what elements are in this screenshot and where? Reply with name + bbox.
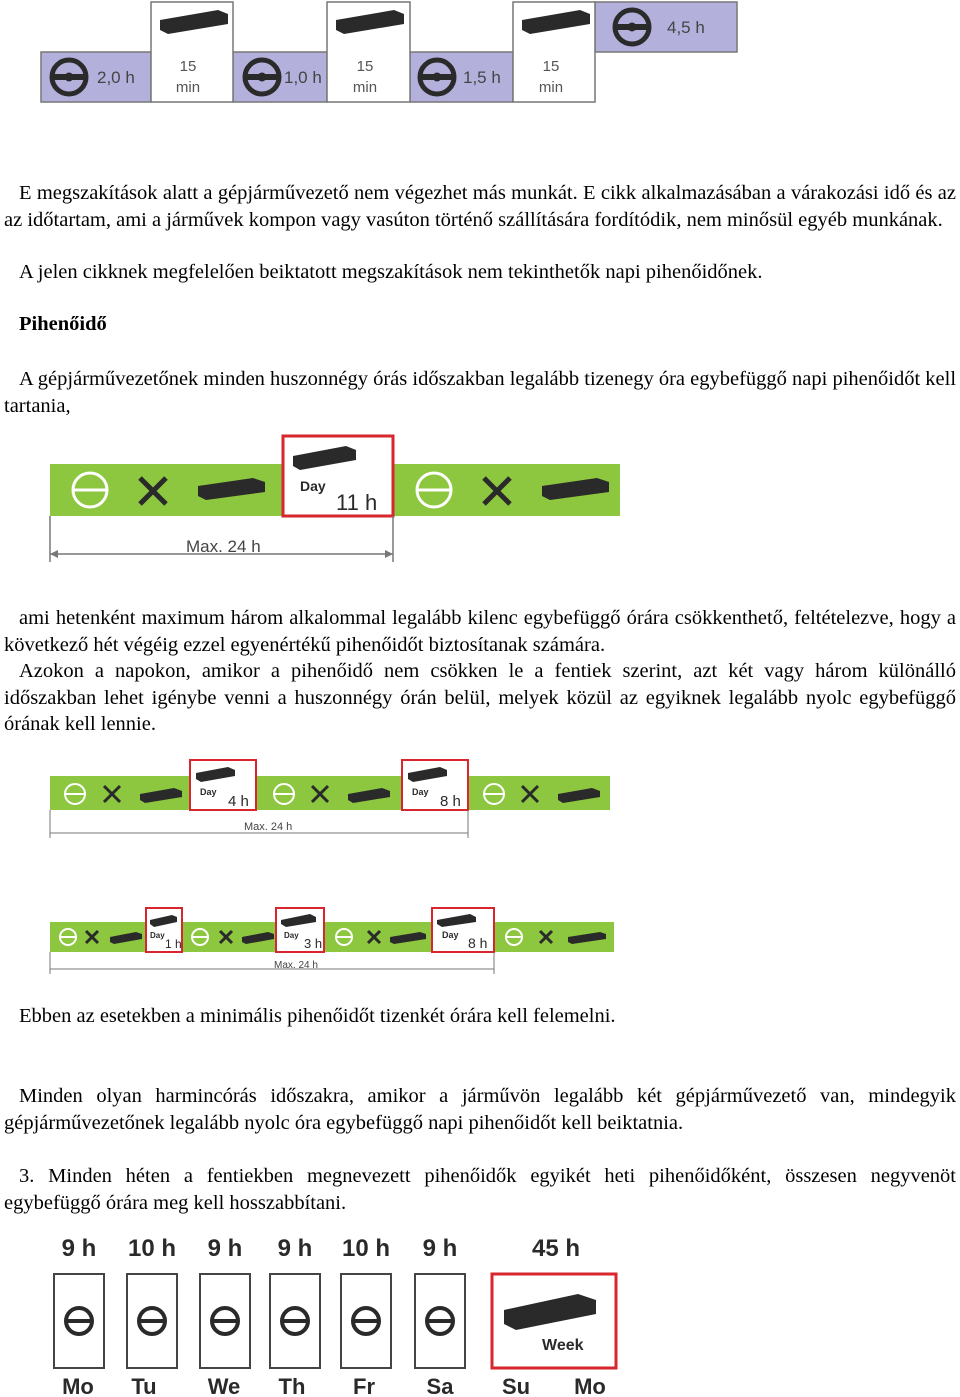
rest-duration: 1 h [165,937,182,951]
rest-duration: 3 h [304,936,323,951]
break-label: 15 [542,58,560,75]
rest-type-label: Day [300,478,326,494]
day-label: Th [278,1374,306,1397]
break-label: min [352,79,378,96]
paragraph: ami hetenként maximum három alkalommal legalább kilenc egybefüggő órára csökkenthető, feltételezve, hogy a következő hét végéig ezzel egyenértékű pihenőidőt biztosítanak számára. [4,607,956,656]
day-label: Mo [62,1374,94,1397]
rest-duration: 8 h [468,935,488,951]
span-label: Max. 24 h [274,960,318,971]
day-label: Tu [131,1374,157,1397]
rest-type-label: Week [542,1337,584,1354]
rest-duration: 11 h [336,490,378,515]
rest-type-label: Day [200,787,217,797]
figure-weekly-rest [48,1228,628,1397]
day-label: Fr [353,1374,375,1397]
day-label: Su [501,1374,531,1397]
paragraph: Azokon a napokon, amikor a pihenőidő nem csökken le a fentiek szerint, azt két vagy három különálló időszakban lehet igénybe venni a huszonnégy órán belül, melyek közül az egyiknek legalább nyolc egybefüggő órának kell lennie. [4,660,956,735]
duration-label: 1,5 h [463,68,501,87]
figure-driving-breaks [40,0,740,106]
hour-label: 45 h [532,1235,581,1262]
paragraph: E megszakítások alatt a gépjárművezető nem végezhet más munkát. E cikk alkalmazásában a várakozási idő és az az időtartam, ami a járművek kompon vagy vasúton történő szállítására fordítódik, nem minősül egyéb munkának. [4,182,956,231]
hour-label: 9 h [207,1235,243,1262]
rest-type-label: Day [412,787,429,797]
break-label: min [538,79,564,96]
section-heading: Pihenőidő [19,313,107,335]
hour-label: 10 h [127,1235,177,1262]
paragraph: Minden olyan harmincórás időszakra, amikor a járművön legalább két gépjárművezető van, mindegyik gépjárművezetőnek legalább nyolc óra egybefüggő napi pihenőidőt kell beiktatnia. [4,1085,956,1134]
duration-label: 4,5 h [667,18,705,37]
span-label: Max. 24 h [244,821,293,833]
hour-label: 9 h [422,1235,458,1262]
day-label: We [207,1374,241,1397]
paragraph: 3. Minden héten a fentiekben megnevezett pihenőidők egyikét heti pihenőidőként, összesen negyvenöt egybefüggő órára meg kell hosszabbítani. [4,1165,956,1214]
hour-label: 9 h [61,1235,97,1262]
rest-duration: 8 h [440,793,461,810]
rest-type-label: Day [442,930,459,940]
day-label: Sa [426,1374,454,1397]
paragraph: A gépjárművezetőnek minden huszonnégy órás időszakban legalább tizenegy óra egybefüggő napi pihenőidőt kell tartania, [4,368,957,417]
figure-split-rest-three [48,906,618,976]
rest-duration: 4 h [228,793,249,810]
rest-type-label: Day [150,931,165,940]
hour-label: 10 h [341,1235,391,1262]
paragraph: A jelen cikknek megfelelően beiktatott megszakítások nem tekinthetők napi pihenőidőnek. [19,261,763,283]
rest-type-label: Day [284,931,299,940]
break-label: 15 [356,58,374,75]
duration-label: 2,0 h [97,68,135,87]
day-label: Mo [574,1374,606,1397]
figure-daily-rest [48,434,628,564]
span-label: Max. 24 h [186,537,261,556]
paragraph: Ebben az esetekben a minimális pihenőidőt tizenkét órára kell felemelni. [19,1005,616,1027]
duration-label: 1,0 h [284,68,322,87]
break-label: 15 [179,58,197,75]
hour-label: 9 h [277,1235,313,1262]
break-label: min [175,79,201,96]
figure-split-rest-two [48,758,614,842]
